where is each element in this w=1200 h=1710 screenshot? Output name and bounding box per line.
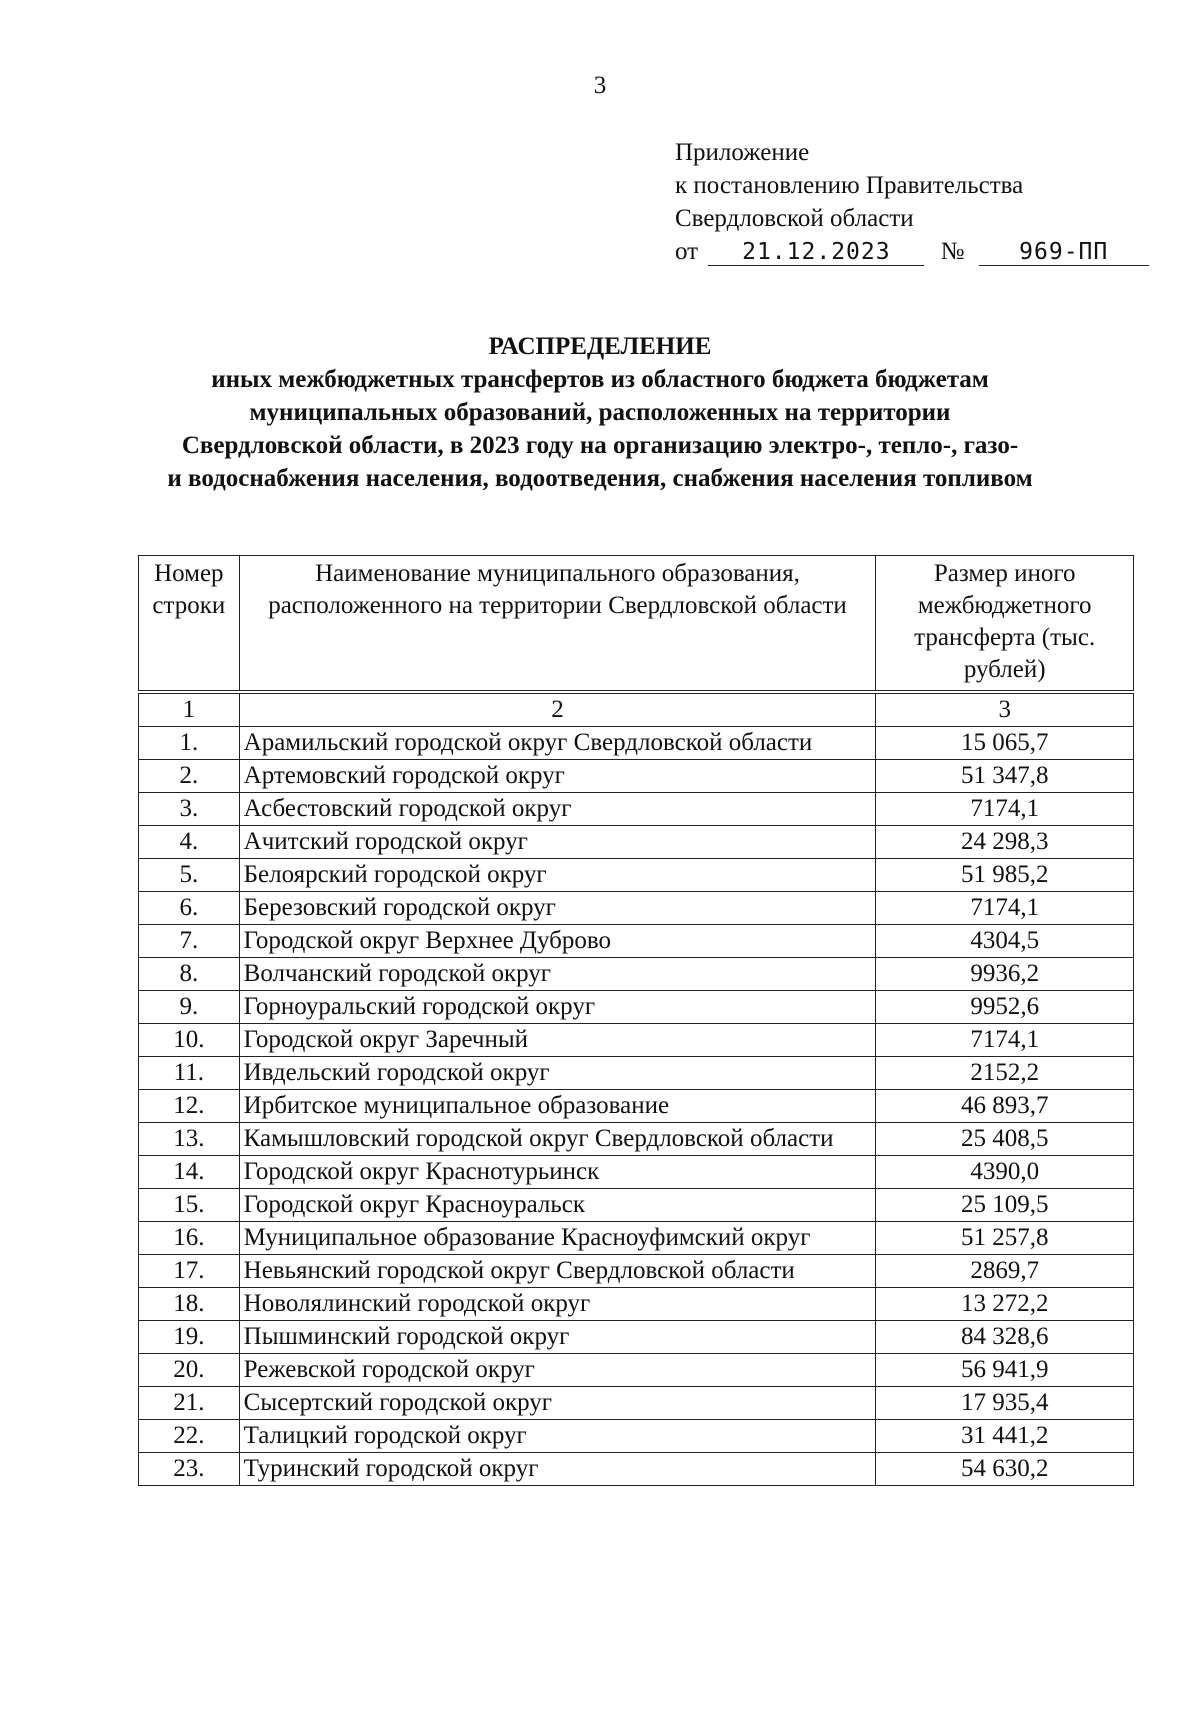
transfer-amount: 84 328,6 bbox=[876, 1321, 1134, 1354]
table-row bbox=[139, 1420, 1134, 1453]
table-row bbox=[139, 1288, 1134, 1321]
municipality-name: Пышминский городской округ bbox=[239, 1321, 876, 1354]
table-row bbox=[139, 727, 1134, 760]
row-number: 9. bbox=[139, 991, 240, 1024]
table-row bbox=[139, 1156, 1134, 1189]
table-header-row bbox=[139, 556, 1134, 693]
table-row bbox=[139, 1453, 1134, 1486]
title-line-1: иных межбюджетных трансфертов из областного бюджета бюджетам bbox=[211, 366, 989, 393]
row-number: 16. bbox=[139, 1222, 240, 1255]
transfer-amount: 46 893,7 bbox=[876, 1090, 1134, 1123]
municipality-name: Городской округ Красноуральск bbox=[239, 1189, 876, 1222]
table-row bbox=[139, 793, 1134, 826]
row-number: 13. bbox=[139, 1123, 240, 1156]
title-line-3: Свердловской области, в 2023 году на организацию электро-, тепло-, газо- bbox=[181, 432, 1019, 459]
row-number: 17. bbox=[139, 1255, 240, 1288]
transfer-amount: 25 109,5 bbox=[876, 1189, 1134, 1222]
municipality-name: Волчанский городской округ bbox=[239, 958, 876, 991]
row-number: 5. bbox=[139, 859, 240, 892]
column-number-2: 2 bbox=[239, 692, 876, 727]
municipality-name: Городской округ Верхнее Дуброво bbox=[239, 925, 876, 958]
header-transfer-amount: Размер иного межбюджетного трансферта (тыс. рублей) bbox=[876, 556, 1134, 693]
row-number: 23. bbox=[139, 1453, 240, 1486]
transfer-amount: 2869,7 bbox=[876, 1255, 1134, 1288]
transfer-amount: 4304,5 bbox=[876, 925, 1134, 958]
title-heading: РАСПРЕДЕЛЕНИЕ bbox=[488, 333, 712, 360]
municipality-name: Камышловский городской округ Свердловской области bbox=[239, 1123, 876, 1156]
table-row bbox=[139, 1255, 1134, 1288]
table-row bbox=[139, 1354, 1134, 1387]
title-line-4: и водоснабжения населения, водоотведения, снабжения населения топливом bbox=[167, 465, 1033, 492]
transfer-amount: 15 065,7 bbox=[876, 727, 1134, 760]
table-row bbox=[139, 925, 1134, 958]
header-municipality: Наименование муниципального образования, расположенного на территории Свердловской области bbox=[239, 556, 876, 693]
transfer-amount: 56 941,9 bbox=[876, 1354, 1134, 1387]
row-number: 22. bbox=[139, 1420, 240, 1453]
column-numbers-row bbox=[139, 692, 1134, 727]
row-number: 7. bbox=[139, 925, 240, 958]
row-number: 11. bbox=[139, 1057, 240, 1090]
row-number: 18. bbox=[139, 1288, 240, 1321]
transfer-amount: 7174,1 bbox=[876, 1024, 1134, 1057]
appendix-block bbox=[675, 136, 1135, 268]
row-number: 12. bbox=[139, 1090, 240, 1123]
row-number: 6. bbox=[139, 892, 240, 925]
municipality-name: Горноуральский городской округ bbox=[239, 991, 876, 1024]
transfer-amount: 9936,2 bbox=[876, 958, 1134, 991]
transfer-amount: 7174,1 bbox=[876, 892, 1134, 925]
transfer-amount: 51 257,8 bbox=[876, 1222, 1134, 1255]
municipality-name: Белоярский городской округ bbox=[239, 859, 876, 892]
appendix-line-1: Приложение bbox=[675, 139, 810, 166]
municipality-name: Ивдельский городской округ bbox=[239, 1057, 876, 1090]
table-row bbox=[139, 1024, 1134, 1057]
transfer-amount: 13 272,2 bbox=[876, 1288, 1134, 1321]
municipality-name: Туринский городской округ bbox=[239, 1453, 876, 1486]
row-number: 3. bbox=[139, 793, 240, 826]
municipality-name: Городской округ Заречный bbox=[239, 1024, 876, 1057]
decree-date: 21.12.2023 bbox=[708, 239, 924, 266]
table-row bbox=[139, 1090, 1134, 1123]
municipality-name: Талицкий городской округ bbox=[239, 1420, 876, 1453]
municipality-name: Городской округ Краснотурьинск bbox=[239, 1156, 876, 1189]
page-number: 3 bbox=[593, 72, 607, 99]
municipality-name: Артемовский городской округ bbox=[239, 760, 876, 793]
appendix-line-2: к постановлению Правительства bbox=[675, 172, 1024, 199]
municipality-name: Режевской городской округ bbox=[239, 1354, 876, 1387]
title-line-2: муниципальных образований, расположенных на территории bbox=[249, 399, 951, 426]
appendix-line-3: Свердловской области bbox=[675, 205, 914, 232]
municipality-name: Асбестовский городской округ bbox=[239, 793, 876, 826]
row-number: 4. bbox=[139, 826, 240, 859]
municipality-name: Арамильский городской округ Свердловской области bbox=[239, 727, 876, 760]
row-number: 2. bbox=[139, 760, 240, 793]
row-number: 19. bbox=[139, 1321, 240, 1354]
table-row bbox=[139, 1387, 1134, 1420]
transfer-amount: 51 347,8 bbox=[876, 760, 1134, 793]
row-number: 8. bbox=[139, 958, 240, 991]
transfer-amount: 2152,2 bbox=[876, 1057, 1134, 1090]
transfer-amount: 4390,0 bbox=[876, 1156, 1134, 1189]
decree-number: 969-ПП bbox=[979, 239, 1149, 266]
row-number: 14. bbox=[139, 1156, 240, 1189]
table-row bbox=[139, 958, 1134, 991]
number-sign: № bbox=[940, 238, 965, 265]
municipality-name: Сысертский городской округ bbox=[239, 1387, 876, 1420]
table-row bbox=[139, 1222, 1134, 1255]
header-row-number: Номер строки bbox=[139, 556, 240, 693]
table-row bbox=[139, 1189, 1134, 1222]
document-title bbox=[0, 330, 1200, 495]
municipality-name: Березовский городской округ bbox=[239, 892, 876, 925]
municipality-name: Ирбитское муниципальное образование bbox=[239, 1090, 876, 1123]
transfer-amount: 9952,6 bbox=[876, 991, 1134, 1024]
transfer-amount: 7174,1 bbox=[876, 793, 1134, 826]
row-number: 15. bbox=[139, 1189, 240, 1222]
column-number-1: 1 bbox=[139, 692, 240, 727]
table-row bbox=[139, 1057, 1134, 1090]
transfer-amount: 25 408,5 bbox=[876, 1123, 1134, 1156]
table-row bbox=[139, 991, 1134, 1024]
appendix-date-number-row bbox=[675, 235, 1135, 268]
transfer-amount: 24 298,3 bbox=[876, 826, 1134, 859]
municipality-name: Новолялинский городской округ bbox=[239, 1288, 876, 1321]
municipality-name: Муниципальное образование Красноуфимский округ bbox=[239, 1222, 876, 1255]
transfer-amount: 31 441,2 bbox=[876, 1420, 1134, 1453]
row-number: 20. bbox=[139, 1354, 240, 1387]
transfer-amount: 51 985,2 bbox=[876, 859, 1134, 892]
table-row bbox=[139, 859, 1134, 892]
table-row bbox=[139, 1321, 1134, 1354]
row-number: 1. bbox=[139, 727, 240, 760]
table-row bbox=[139, 892, 1134, 925]
municipality-name: Ачитский городской округ bbox=[239, 826, 876, 859]
transfer-amount: 54 630,2 bbox=[876, 1453, 1134, 1486]
row-number: 10. bbox=[139, 1024, 240, 1057]
municipality-name: Невьянский городской округ Свердловской области bbox=[239, 1255, 876, 1288]
distribution-table bbox=[138, 555, 1134, 1486]
row-number: 21. bbox=[139, 1387, 240, 1420]
transfer-amount: 17 935,4 bbox=[876, 1387, 1134, 1420]
table-row bbox=[139, 760, 1134, 793]
column-number-3: 3 bbox=[876, 692, 1134, 727]
table-row bbox=[139, 1123, 1134, 1156]
from-label: от bbox=[675, 238, 699, 265]
table-row bbox=[139, 826, 1134, 859]
